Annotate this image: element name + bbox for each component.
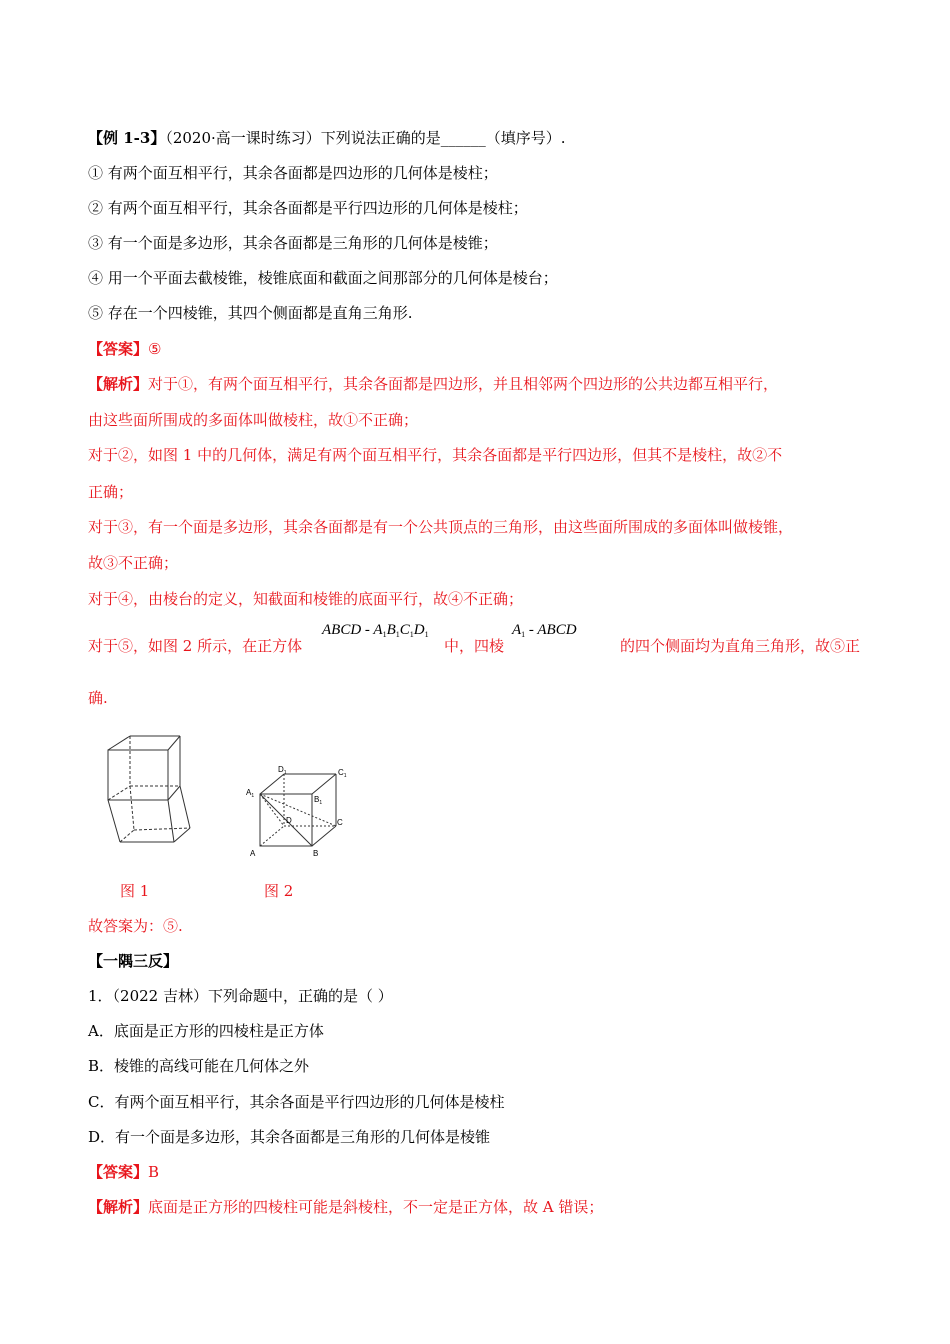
analysis-line-4: 正确； bbox=[88, 483, 134, 501]
example-heading bbox=[88, 128, 566, 148]
analysis-line-5: 对于③，有一个面是多边形，其余各面都是有一个公共顶点的三角形，由这些面所围成的多面体叫做棱锥， bbox=[88, 518, 794, 536]
practice-answer bbox=[88, 1162, 159, 1182]
analysis-line-9: 确. bbox=[88, 689, 108, 707]
conclusion: 故答案为：⑤. bbox=[88, 917, 183, 935]
analysis-line-6: 故③不正确； bbox=[88, 554, 179, 572]
option-3: ③ 有一个面是多边形，其余各面都是三角形的几何体是棱锥； bbox=[88, 234, 498, 252]
choice-a: A．底面是正方形的四棱柱是正方体 bbox=[88, 1022, 324, 1040]
option-1: ① 有两个面互相平行，其余各面都是四边形的几何体是棱柱； bbox=[88, 164, 498, 182]
practice-answer-label: 【答案】 bbox=[88, 1163, 149, 1181]
analysis-line-8a: 对于⑤，如图 2 所示，在正方体 bbox=[88, 637, 303, 655]
math-cube-name: ABCD - $A_1B_1C_1D_1$ bbox=[322, 622, 429, 639]
choice-c: C．有两个面互相平行，其余各面是平行四边形的几何体是棱柱 bbox=[88, 1093, 505, 1111]
label-C1: $C_1$ bbox=[338, 768, 347, 779]
analysis-line-7: 对于④，由棱台的定义，知截面和棱锥的底面平行，故④不正确； bbox=[88, 590, 524, 608]
example-label: 【例 1-3】 bbox=[88, 129, 166, 147]
analysis-line-1: 【解析】对于①，有两个面互相平行，其余各面都是四边形，并且相邻两个四边形的公共边都互相平行， bbox=[88, 375, 779, 393]
option-4: ④ 用一个平面去截棱锥，棱锥底面和截面之间那部分的几何体是棱台； bbox=[88, 269, 558, 287]
label-B1: $B_1$ bbox=[314, 795, 323, 806]
practice-analysis-label: 【解析】 bbox=[88, 1198, 149, 1216]
analysis-line-8b: 中，四棱 bbox=[444, 637, 505, 655]
figure-1-caption: 图 1 bbox=[120, 882, 150, 900]
label-D1: $D_1$ bbox=[278, 765, 287, 776]
analysis-line-2: 由这些面所围成的多面体叫做棱柱，故①不正确； bbox=[88, 411, 419, 429]
analysis-line-8c: 的四个侧面均为直角三角形，故⑤正 bbox=[620, 637, 861, 655]
example-answer bbox=[88, 339, 161, 359]
option-2: ② 有两个面互相平行，其余各面都是平行四边形的几何体是棱柱； bbox=[88, 199, 528, 217]
analysis-line-3: 对于②，如图 1 中的几何体，满足有两个面互相平行，其余各面都是平行四边形，但其不是棱柱，故②不 bbox=[88, 446, 783, 464]
practice-question: 1．（2022 吉林）下列命题中，正确的是（ ） bbox=[88, 987, 393, 1005]
choice-d: D．有一个面是多边形，其余各面都是三角形的几何体是棱锥 bbox=[88, 1128, 491, 1146]
practice-analysis: 【解析】底面是正方形的四棱柱可能是斜棱柱，不一定是正方体，故 A 错误； bbox=[88, 1198, 604, 1216]
label-C: C bbox=[337, 818, 343, 827]
figure-2-caption: 图 2 bbox=[264, 882, 294, 900]
example-source: （2020·高一课时练习）下列说法正确的是______（填序号）. bbox=[165, 129, 566, 147]
figure-2-cube bbox=[244, 764, 354, 862]
practice-answer-value: B bbox=[148, 1163, 160, 1181]
choice-b: B．棱锥的高线可能在几何体之外 bbox=[88, 1057, 310, 1075]
label-D: D bbox=[286, 816, 292, 825]
figure-1-solid bbox=[100, 732, 220, 854]
math-pyramid-name: $A_1$ - ABCD bbox=[512, 622, 577, 639]
label-A: A bbox=[250, 849, 256, 858]
option-5: ⑤ 存在一个四棱锥，其四个侧面都是直角三角形. bbox=[88, 304, 413, 322]
answer-value: ⑤ bbox=[148, 340, 162, 358]
label-B: B bbox=[313, 849, 319, 858]
practice-heading: 【一隅三反】 bbox=[88, 952, 179, 970]
answer-label: 【答案】 bbox=[88, 340, 149, 358]
analysis-label: 【解析】 bbox=[88, 375, 149, 393]
label-A1: $A_1$ bbox=[246, 788, 255, 799]
